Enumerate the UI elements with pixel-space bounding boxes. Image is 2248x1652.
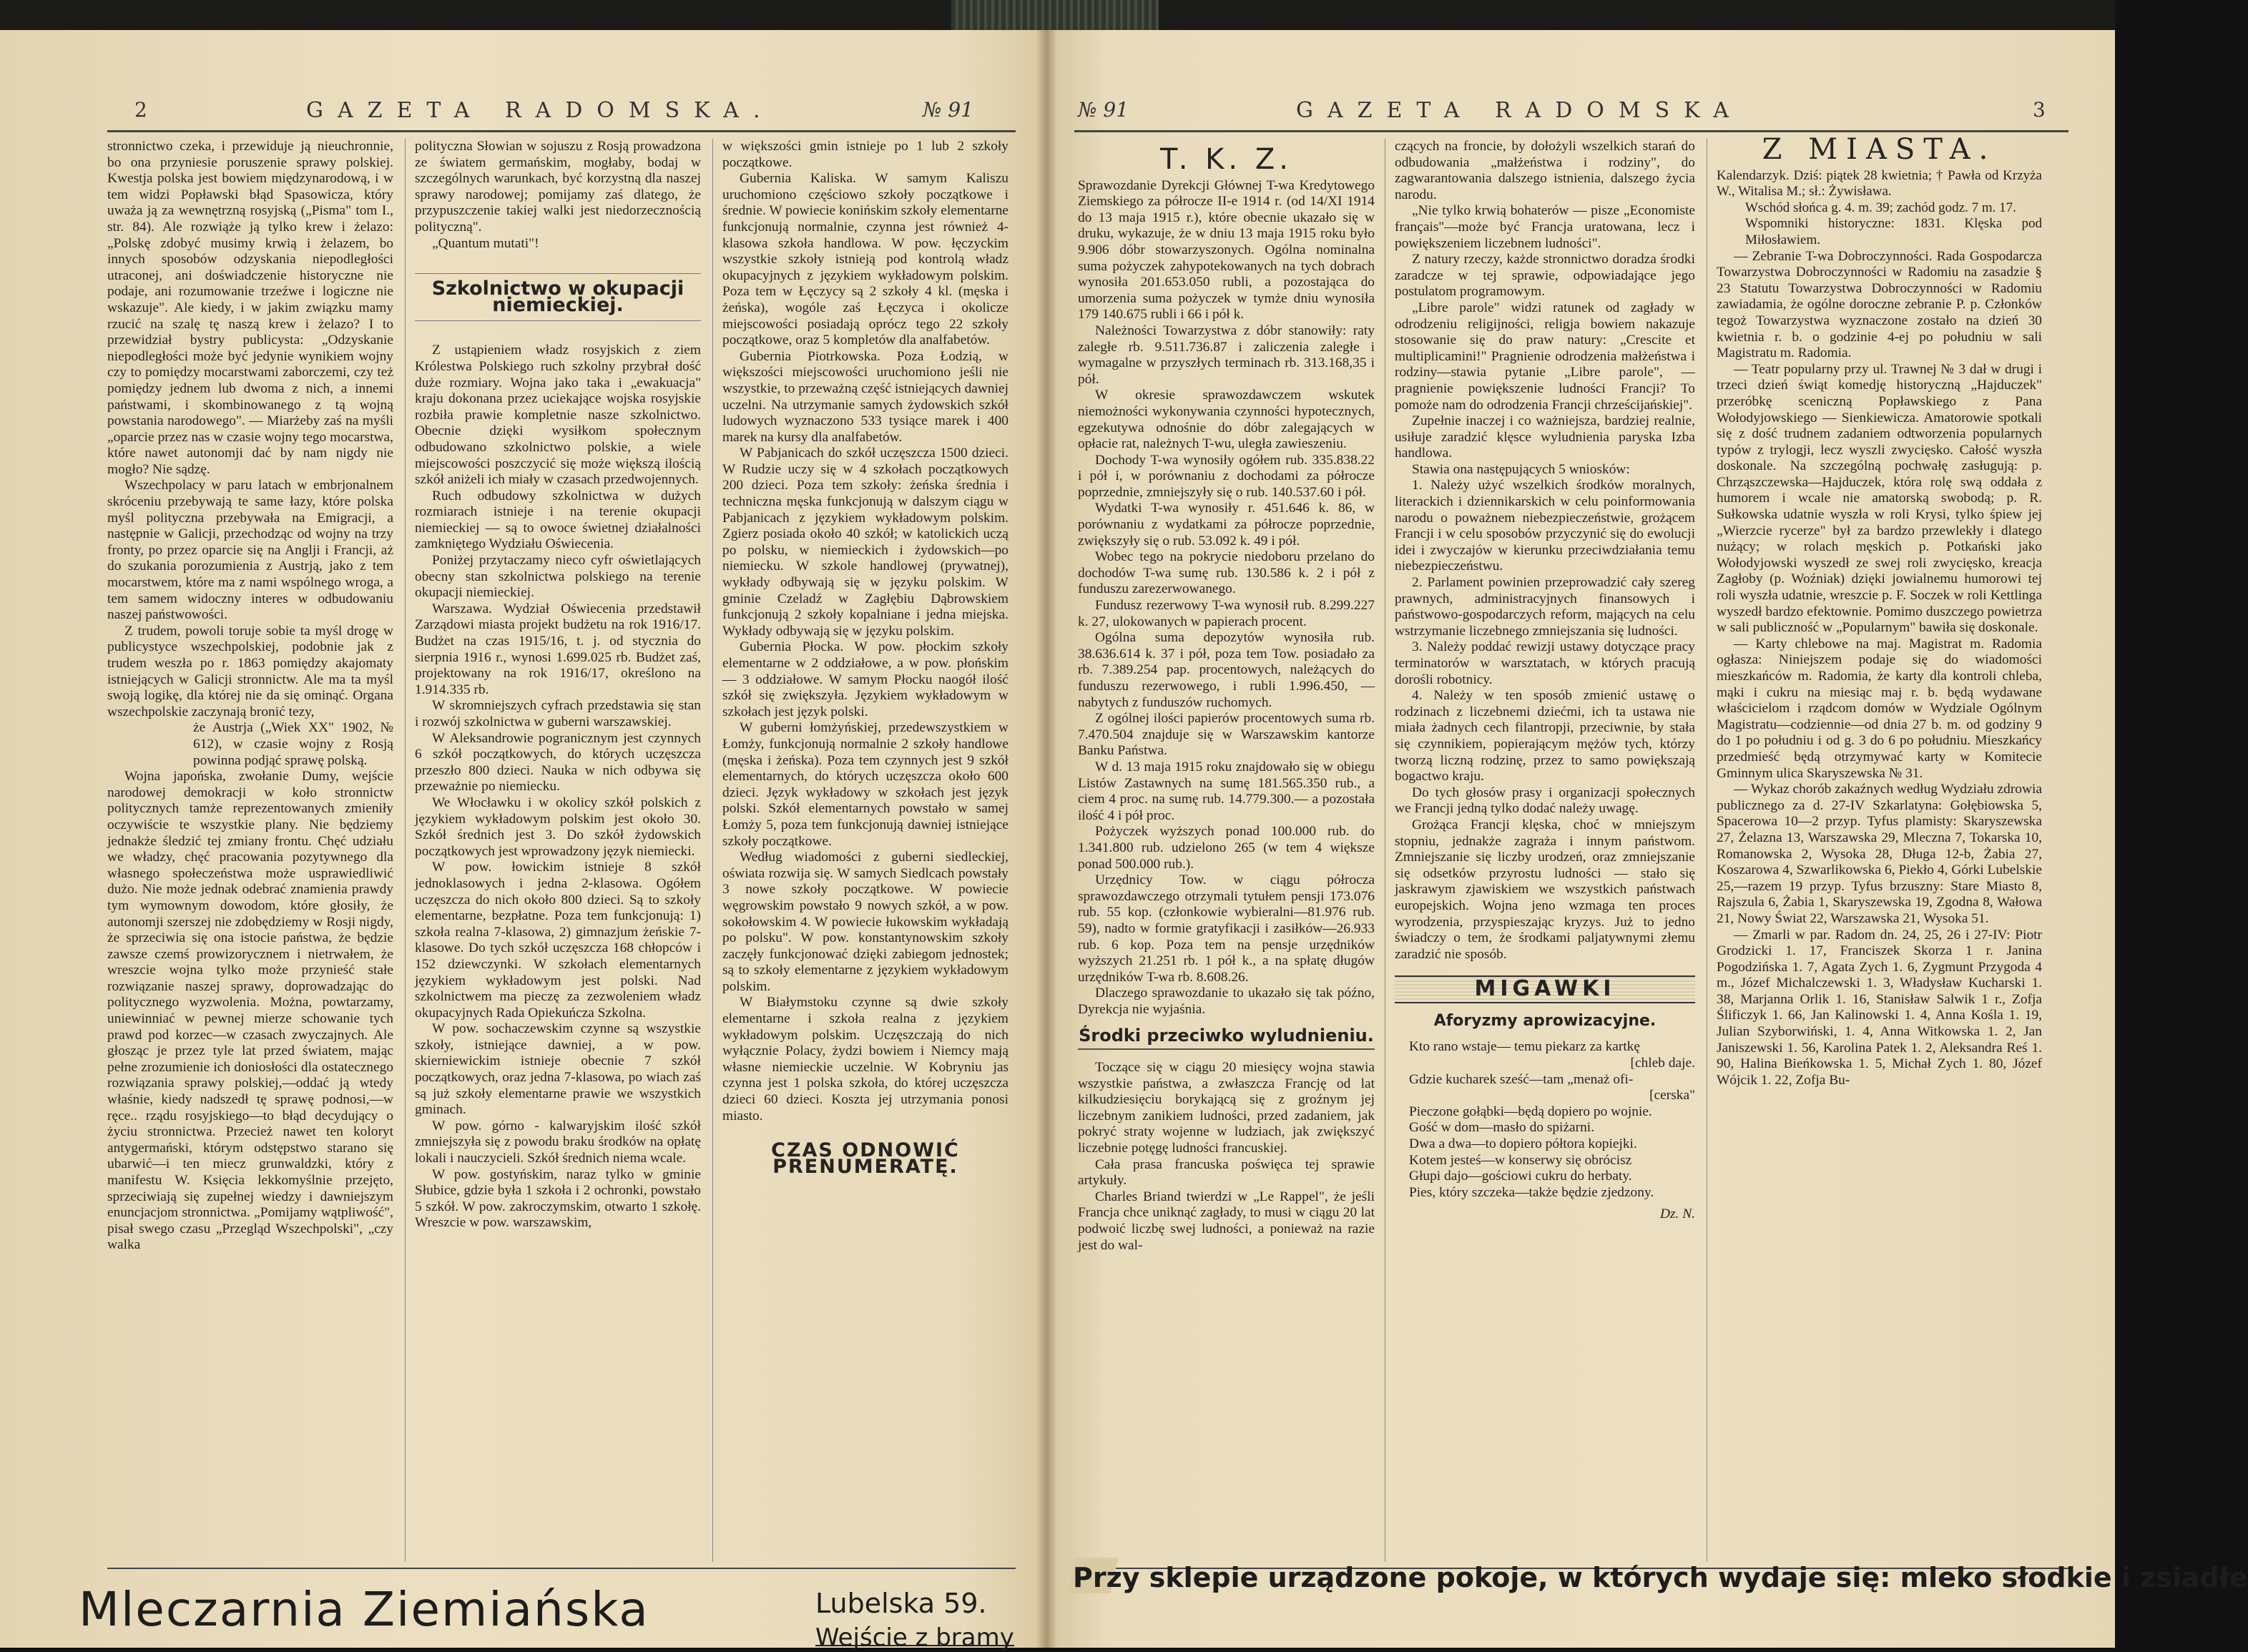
header-rule bbox=[107, 130, 1016, 132]
calendar-entry: Wschód słońca g. 4. m. 39; zachód godz. 7 m. 17. bbox=[1745, 200, 2016, 215]
poem-line: Pies, który szczeka—także będzie zjedzony. bbox=[1409, 1184, 1654, 1200]
subscription-notice: CZAS ODNOWIĆ PRENUMERATĘ. bbox=[771, 1139, 960, 1178]
paragraph: Ruch odbudowy szkolnictwa w dużych rozmiarach istnieje i na terenie okupacji niemieckiej — są to owoce świetnej działalności zamkniętego Wydziału Oświecenia. bbox=[415, 488, 701, 552]
header-rule bbox=[1074, 130, 2068, 132]
poem-line: [chleb daje. bbox=[1630, 1056, 1695, 1071]
poem-line: Głupi dajo—gościowi cukru do herbaty. bbox=[1409, 1169, 1632, 1184]
paragraph: Charles Briand twierdzi w „Le Rappel", że jeśli Francja chce uniknąć zagłady, to musi w ciągu 20 lat podwoić liczbę swej ludności, a ponieważ na razie jest do wal- bbox=[1078, 1189, 1375, 1253]
section-subheadline: Aforyzmy aprowizacyjne. bbox=[1433, 1011, 1656, 1030]
masthead: GAZETA RADOMSKA. bbox=[306, 98, 775, 123]
paragraph: Pożyczek wyższych ponad 100.000 rub. do 1.341.800 rub. udzielono 265 (w tem 4 większe ponad 500.000 rub.). bbox=[1078, 824, 1375, 872]
ad-dairy-name: Mleczarnia Ziemiańska bbox=[79, 1582, 649, 1637]
right-page bbox=[1046, 30, 2115, 1648]
paragraph: Ogólna suma depozytów wynosiła rub. 38.636.614 k. 37 i pół, poza tem Tow. posiadało za rb. 7.389.254 pap. procentowych, należących do funduszu rezerwowego, i rubli 1.996.450, — nabytych z funduszów ruchomych. bbox=[1078, 630, 1375, 710]
paragraph: 4. Należy w ten sposób zmienić ustawę o rodzinach z liczebnemi dziećmi, ich ta ustawa nie miała żadnych cech filantropji, przeciwnie, by stała się czynnikiem, popierającym mężów tych, którzy tworzą liczną rodzinę, przez to samo powiększają bogactwo kraju. bbox=[1395, 688, 1695, 785]
article-column-2 bbox=[1395, 139, 1695, 1562]
paragraph: We Włocławku i w okolicy szkół polskich z językiem wykładowym polskim jest około 30. Szkół średnich jest 3. Do szkół żydowskich początkowych jest wprowadzony język niemiecki. bbox=[415, 795, 701, 859]
paragraph: Gubernia Płocka. W pow. płockim szkoły elementarne w 2 oddziałowe, a w pow. płońskim — 3 oddziałowe. W samym Płocku naogół ilość szkół się zwiększyła. Językiem wykładowym w szkołach jest język polski. bbox=[722, 639, 1008, 719]
paragraph: W guberni łomżyńskiej, przedewszystkiem w Łomży, funkcjonują normalnie 2 szkoły handlowe (męska i żeńska). Poza tem czynnych jest 9 szkół elementarnych, do których uczęszcza około 600 dzieci. Język wykładowy w szkołach jest język polski. Szkół elementarnych powstało w samej Łomży 5, poza tem funkcjonują dawniej istniejące szkoły początkowe. bbox=[722, 720, 1008, 849]
poem-line: Gdzie kucharek sześć—tam „menaż ofi- bbox=[1409, 1071, 1634, 1087]
paragraph: W Pabjanicach do szkół uczęszcza 1500 dzieci. W Rudzie uczy się w 4 szkołach początkowych 200 dzieci. Poza tem szkoły: żeńska średnia i techniczna męska funkcjonują w dalszym ciągu w Pabjanicach z językiem wykładowym polskim. Zgierz posiada około 40 szkół; w katolickich uczą po polsku, w niemieckich i żydowskich—po niemiecku. W szkole handlowej (prywatnej), wykłady odbywają się w języku polskim. W gminie Czeladź w Zagłębiu Dąbrowskiem funkcjonują 2 szkoły kopalniane i jedna miejska. Wykłady odbywają się w języku polskim. bbox=[722, 446, 1008, 639]
article-headline: Środki przeciwko wyludnieniu. bbox=[1078, 1028, 1375, 1050]
article-headline: Szkolnictwo w okupacji niemieckiej. bbox=[415, 273, 701, 321]
paragraph: Wszechpolacy w paru latach w embrjonalnem skróceniu przebywają te same łazy, które polska myśl polityczna przebywała na Emigracji, a następnie w Galicji, przechodząc od wojny na trzy fronty, po przez oparcie się na Anglji i Francji, aż do szukania porozumienia z Austrją, jako z tem mocarstwem, które ma z nami wspólnego wroga, a tem samem widoczny interes w odbudowaniu naszej państwowości. bbox=[107, 478, 393, 623]
paragraph: Cała prasa francuska poświęca tej sprawie artykuły. bbox=[1078, 1156, 1375, 1189]
ad-dairy-address: Lubelska 59. bbox=[815, 1588, 987, 1619]
paragraph: Zupełnie inaczej i co ważniejsza, bardziej realnie, usiłuje zaradzić klęsce wyludnienia paryska Izba handlowa. bbox=[1395, 413, 1695, 461]
paragraph: Warszawa. Wydział Oświecenia przedstawił Zarządowi miasta projekt budżetu na rok 1916/17. Budżet na czas 1915/16, t. j. od stycznia do sierpnia 1916 r., wynosi 1.699.025 rb. Budżet zaś, projektowany na rok 1916/17, określono na 1.914.335 rb. bbox=[415, 601, 701, 697]
column-divider bbox=[405, 139, 406, 1562]
paragraph: W pow. gostyńskim, naraz tylko w gminie Słubice, gdzie była 1 szkoła i 2 ochronki, powstało 5 szkół. W pow. zakroczymskim, otwarto 1 szkołę. Wreszcie w pow. warszawskim, bbox=[415, 1166, 701, 1231]
article-column-3 bbox=[1717, 133, 2042, 1562]
paragraph: 2. Parlament powinien przeprowadzić cały szereg prawnych, administracyjnych finansowych i państwowo-gospodarczych reform, mających na celu wstrzymanie liczebnego zmniejszania się ludności. bbox=[1395, 575, 1695, 639]
paragraph: 3. Należy poddać rewizji ustawy dotyczące pracy terminatorów w warsztatach, w których pracują dorośli robotnicy. bbox=[1395, 639, 1695, 687]
calendar-entry: Wspomniki historyczne: 1831. Klęska pod Miłosławiem. bbox=[1745, 216, 2042, 247]
migawki-banner: MIGAWKI bbox=[1395, 975, 1695, 1003]
paragraph: „Quantum mutati"! bbox=[432, 235, 539, 251]
paragraph: — Zebranie T-wa Dobroczynności. Rada Gospodarcza Towarzystwa Dobroczynności w Radomiu na zasadzie § 23 Statutu Towarzystwa Dobroczynności w Radomiu zawiadamia, że ogólne doroczne zebranie P. p. Członków tegoż Towarzystwa wyznaczone zostało na dzień 30 kwietnia r. b. o godzinie 4-ej po południu w sali Magistratu m. Radomia. bbox=[1717, 248, 2042, 361]
paragraph: Urzędnicy Tow. w ciągu półrocza sprawozdawczego otrzymali tytułem pensji 173.076 rub. 55 kop. (członkowie wybieralni—81.976 rub. 59), nadto w formie gratyfikacji i zasiłków—26.933 rub. 6 kop. Poza tem na pensje urzędników wyższych 21.251 rb. 1 pół k., a na spłatę długów urzędników T-wa rb. 8.608.26. bbox=[1078, 872, 1375, 985]
paragraph: Do tych głosów prasy i organizacji społecznych we Francji jedną tylko dodać należy uwagę. bbox=[1395, 785, 1695, 817]
paragraph: W d. 13 maja 1915 roku znajdowało się w obiegu Listów Zastawnych na sumę 181.565.350 rub., a ciem 4 proc. na sumę rub. 14.779.300.— a pozostała ilość 4 i pół proc. bbox=[1078, 759, 1375, 823]
poem-line: Pieczone gołąbki—będą dopiero po wojnie. bbox=[1409, 1103, 1652, 1119]
article-column-2 bbox=[415, 139, 701, 1562]
paragraph: że Austrja („Wiek XX" 1902, № 612), w czasie wojny z Rosją powinna podjąć sprawę polską. bbox=[193, 720, 393, 768]
paragraph: Grożąca Francji klęska, choć w mniejszym stopniu, jednakże zagraża i innym państwom. Zmniejszanie się liczby urodzeń, oraz zmniejszanie się odsetków przyrostu ludności — stało się jaskrawym zjawiskiem we wszystkich państwach europejskich. Wojna jeno wzmaga ten proces wyrodzenia, przyspieszając kryzys. Już to jedno świadczy o tem, że środkami paljatywnymi złemu zaradzić nie sposób. bbox=[1395, 817, 1695, 962]
ad-dairy-entrance: Wejście z bramy bbox=[815, 1623, 1014, 1652]
article-column-1 bbox=[1078, 139, 1375, 1562]
page-number: 3 bbox=[2033, 98, 2046, 122]
paragraph: Gubernia Piotrkowska. Poza Łodzią, w większości miejscowości uruchomiono jeśli nie wszystkie, to przeważną część istniejących dawniej uczelni. Na utrzymanie samych żydowskich szkół ludowych wyznaczono 533 tysiące marek i 400 marek na kursy dla analfabetów. bbox=[722, 348, 1008, 445]
paragraph: Dochody T-wa wynosiły ogółem rub. 335.838.22 i pół i, w porównaniu z dochodami za półrocze poprzednie, zmniejszyły się o rub. 140.537.60 i pół. bbox=[1078, 452, 1375, 500]
paragraph: polityczna Słowian w sojuszu z Rosją prowadzona ze światem germańskim, mogłaby, bodaj w szczególnych warunkach, być korzystną dla naszej sprawy narodowej; pomijamy zaś dlatego, że przypuszczenie takiej walki jest niedorzecznością polityczną". bbox=[415, 139, 701, 235]
poem-line: Kotem jesteś—w konserwy się obrócisz bbox=[1409, 1152, 1632, 1168]
poem-line: Gość w dom—masło do spiżarni. bbox=[1409, 1120, 1595, 1136]
paragraph: W pow. sochaczewskim czynne są wszystkie szkoły, istniejące dawniej, a w pow. skierniewickim istnieje obecnie 7 szkół początkowych, oraz jedna 7-klasowa, po wiach zaś są już szkoły elementarne prawie we wszystkich gminach. bbox=[415, 1021, 701, 1118]
poem-line: Dwa a dwa—to dopiero półtora kopiejki. bbox=[1409, 1136, 1637, 1152]
footer-rule bbox=[107, 1568, 1016, 1569]
paragraph: Fundusz rezerwowy T-wa wynosił rub. 8.299.227 k. 27, ulokowanych w papierach procent. bbox=[1078, 598, 1375, 629]
issue-number: № 91 bbox=[1078, 98, 1129, 122]
paragraph: W Białymstoku czynne są dwie szkoły elementarne i szkoła realna z językiem wykładowym polskim. Uczęszczają do nich wyłącznie Polacy, żydzi bowiem i Niemcy mają własne niemieckie uczelnie. W Kobryniu jas czynna jest 1 polska szkoła, do której uczęszcza dzieci 60 dzieci. Koszta jej utrzymania ponosi miasto. bbox=[722, 995, 1008, 1124]
paragraph: Z ustąpieniem władz rosyjskich z ziem Królestwa Polskiego ruch szkolny przybrał dość duże rozmiary. Wojna jako taka i „ewakuacja" kraju dokonana przez uciekające wojska rosyjskie rozbiła prawie kompletnie nasze szkolnictwo. Obecnie dzięki wysiłkom społecznym odbudowano szkolnictwo polskie, a wiele miejscowości poszczycić się może większą ilością szkół aniżeli ich miały w czasach przedwojennych. bbox=[415, 343, 701, 488]
poem-line: Kto rano wstaje— temu piekarz za kartkę bbox=[1409, 1039, 1641, 1055]
paragraph: Stawia ona następujących 5 wniosków: bbox=[1412, 461, 1630, 477]
paragraph: Poniżej przytaczamy nieco cyfr oświetlających obecny stan szkolnictwa polskiego na terenie okupacji niemieckiej. bbox=[415, 553, 701, 601]
paragraph: W skromniejszych cyfrach przedstawia się stan i rozwój szkolnictwa w guberni warszawskiej. bbox=[415, 698, 701, 729]
paragraph: „Nie tylko krwią bohaterów — pisze „Economiste français"—może być Francja uratowana, lecz i powiększeniem liczebnem ludności". bbox=[1395, 203, 1695, 251]
left-page bbox=[0, 30, 1046, 1652]
paragraph: Dlaczego sprawozdanie to ukazało się tak późno, Dyrekcja nie wyjaśnia. bbox=[1078, 985, 1375, 1017]
column-divider bbox=[712, 139, 713, 1562]
paragraph: — Zmarli w par. Radom dn. 24, 25, 26 i 27-IV: Piotr Grodzicki 1. 17, Franciszek Skorza 1 r. Janina Pogodzińska 1. 7, Agata Zych 1. 6, Zygmunt Przygoda 4 m., Józef Michalczewski 1. 3, Władysław Kucharski 1. 38, Marjanna Orlik 1. 16, Stanisław Salwik 1 r., Zofja Ślificzyk 1. 66, Jan Kalinowski 1. 4, Anna Kośla 1. 19, Julian Szyborwiński, 1. 4, Anna Witkowska 1. 2, Jan Janiszewski 1. 56, Karolina Patek 1. 2, Aleksandra Reś 1. 90, Halina Bieńkowska 1. 5, Michał Zych 1. 80, Józef Wójcik 1. 22, Zofja Bu- bbox=[1717, 927, 2042, 1088]
lead-paragraph: Sprawozdanie Dyrekcji Głównej T-wa Kredytowego Ziemskiego za półrocze II-e 1914 r. (od 14/XI 1914 do 13 maja 1915 r.), które obecnie ukazało się w druku, wykazuje, że w dniu 13 maja 1915 roku było 9.906 dóbr stowarzyszonych. Ogólna nominalna suma pożyczek zahypotekowanych na tych dobrach wynosiła 201.653.050 rubli, a pozostająca do umorzenia suma pożyczek w tymże dniu wynosiła 179 140.675 rubli i 66 i pół k. bbox=[1078, 177, 1375, 323]
paragraph: Należności Towarzystwa z dóbr stanowiły: raty zaległe rb. 9.511.736.87 i zaliczenia zaległe i wymagalne w przyszłych terminach rb. 313.168,35 i pół. bbox=[1078, 323, 1375, 387]
paragraph: W pow. górno - kalwaryjskim ilość szkół zmniejszyła się z powodu braku środków na opłatę lokali i nauczycieli. Szkół średnich niema wcale. bbox=[415, 1118, 701, 1166]
section-headline: Z MIASTA. bbox=[1762, 133, 1997, 166]
paragraph: Z ogólnej ilości papierów procentowych suma rb. 7.470.504 znajduje się w Warszawskim kantorze Banku Państwa. bbox=[1078, 711, 1375, 759]
author-signature: Dz. N. bbox=[1659, 1206, 1695, 1222]
paragraph: stronnictwo czeka, i przewiduje ją nieuchronnie, bo ona przyniesie poruszenie sprawy polskiej. Kwestja polska jest bowiem międzynarodową, i w tem widzi Popławski błąd Spasowicza, który uważa ją za wewnętrzną rosyjską („Pisma" tom I., str. 84). Ale rozwiąże ją tylko krew i żelazo: „Polskę zdobyć musimy krwią i żelazem, bo innych sposobów odzyskania niepodległości utraconej, ani doświadczenie historyczne nie podaje, ani rozumowanie trzeźwe i logiczne nie wskazuje". Ale kiedy, i w jakim związku mamy rzucić na szalę tę naszą krew i żelazo? I to przewidział bystry publicysta: „Odzyskanie niepodległości może być jedynie wynikiem wojny czy to pomiędzy mocarstwami zaborczemi, czy też pomiędzy jednem lub dwoma z nich, a innemi państwami, i skombinowanego z tą wojną powstania narodowego". — Miarżeby zaś na myśli „oparcie przez nas w czasie wojny tego mocarstwa, które nawet autonomji dać by nam nigdy nie mogło? Nie sądzę. bbox=[107, 139, 393, 477]
paragraph: — Teatr popularny przy ul. Trawnej № 3 dał w drugi i trzeci dzień świąt komedję historyczną „Hajduczek" przeróbkę sceniczną Popławskiego z Pana Wołodyjowskiego — Sienkiewicza. Amatorowie spotkali się z dość trudnem zadaniem odtworzenia popularnych typów z trylogji, lecz wyszli zwycięsko. Całość wyszła doskonale. Na szczególną pochwałę zasługują: p. Chrząszczewska—Hajduczek, która rolę swą oddała z humorem i wcale nie amatorską swobodą; p. R. Sułkowska udatnie wyszła w roli Krysi, tylko śpiew jej „Wierzcie rycerze" był za bardzo przewlekły i dlatego nużący; w rolach męskich p. Potkański jako Wołodyjowski wyszedł ze swej roli zwycięsko, kreacja Zagłoby (p. Woźniak) dzięki jowialnemu humorowi tej roli wyszła udatnie, wreszcie p. F. Soczek w roli Kettlinga wyszedł bardzo efektownie. Pomimo duszczego powietrza w sali publiczność w „Popularnym" bawiła się doskonale. bbox=[1717, 361, 2042, 636]
poem-line: [cerska" bbox=[1649, 1088, 1695, 1103]
page-number: 2 bbox=[134, 98, 147, 122]
paragraph: W pow. łowickim istnieje 8 szkół jednoklasowych i jedna 2-klasowa. Ogółem uczęszcza do nich około 800 dzieci. Są to szkoły elementarne, bezpłatne. Poza tem funkcjonują: 1) szkoła realna 7-klasowa, 2) gimnazjum żeńskie 7-klasowe. Do tych szkół uczęszcza 168 chłopców i 152 dziewczynki. W szkołach elementarnych językiem wykładowym jest polski. Nad szkolnictwem ma pieczę za zezwoleniem władz okupacyjnych Rada Opiekuńcza Szkolna. bbox=[415, 860, 701, 1021]
section-headline: T. K. Z. bbox=[1160, 143, 1292, 176]
ad-shop-notice: Przy sklepie urządzone pokoje, w których wydaje się: mleko słodkie i zsiadłe bbox=[1073, 1562, 2248, 1593]
paragraph: Gubernia Kaliska. W samym Kaliszu uruchomiono częściowo szkoły początkowe i średnie. W powiecie konińskim szkoły elementarne funkcjonują normalnie, czynna jest również 4-klasowa szkoła handlowa. W pow. łęczyckim wszystkie szkoły istnieją pod kontrolą władz okupacyjnych z językiem wykładowym polskim. Poza tem w Łęczycy są 2 szkoły 4 kl. (męska i żeńska), wogóle zaś Łęczyca i okolicze miejscowości posiadają oprócz tego 22 szkoły początkowe, oraz 5 kompletów dla analfabetów. bbox=[722, 171, 1008, 348]
article-column-3 bbox=[722, 139, 1008, 1562]
paragraph: Według wiadomości z guberni siedleckiej, oświata rozwija się. W samych Siedlcach powstały 3 nowe szkoły początkowe. W powiecie węgrowskim powstało 9 nowych szkół, a w pow. sokołowskim 4. W powiecie łukowskim wykładają po polsku". W pow. konstantynowskim szkoły zaczęły funkcjonować dzięki zabiegom jednostek; są to szkoły elementarne z językiem wykładowym polskim. bbox=[722, 850, 1008, 994]
paragraph: Toczące się w ciągu 20 miesięcy wojna stawia wszystkie państwa, a zwłaszcza Francję od lat kilkudziesięciu borykającą się z groźnym jej liczebnym zanikiem ludności, przed zadaniem, jak pokryć straty wojenne w ludziach, jak zwiększyć liczebnie potęgę ludności francuskiej. bbox=[1078, 1060, 1375, 1156]
paragraph: Wobec tego na pokrycie niedoboru przelano do dochodów T-wa sumę rub. 130.586 k. 2 i pół z funduszu zarezerwowanego. bbox=[1078, 549, 1375, 597]
paragraph: Z trudem, powoli toruje sobie ta myśl drogę w publicystyce wszechpolskiej, podobnie jak z trudem weszła po r. 1863 pomiędzy akajomaty istniejących w Galicji stronnictw. Ale ma ta myśl swoją logikę, dla której nie da się ominąć. Organa wszechpolskie zaczynają bronić tezy, bbox=[107, 623, 393, 719]
paragraph: — Wykaz chorób zakaźnych według Wydziału zdrowia publicznego za d. 27-IV Szkarlatyna: Gołębiowska 5, Spacerowa 10—2 przyp. Tyfus plamisty: Skaryszewska 27, Żelazna 13, Warszawska 29, Mleczna 7, Tokarska 10, Romanowska 2, Wysoka 28, Długa 12-b, Żabia 27, Koszarowa 4, Szwarlikowska 6, Piekło 4, Górki Lubelskie 25,—razem 19 przyp. Tyfus brzuszny: Stare Miasto 8, Rajszula 6, Żabia 1, Skaryszewska 19, Zgodna 8, Wałowa 21, Nowy Świat 22, Warszawska 21, Wysoka 51. bbox=[1717, 782, 2042, 926]
calendar-entry: Kalendarzyk. Dziś: piątek 28 kwietnia; † Pawła od Krzyża W., Witalisa M.; sł.: Żywisława. bbox=[1717, 167, 2042, 200]
paragraph: Wojna japońska, zwołanie Dumy, wejście narodowej demokracji w koło stronnictw politycznych tamże reprezentowanych zmieniły oczywiście te wszystkie plany. Nie będziemy jednakże śledzić tej zmiany frontu. Chęć udziału we władzy, chęć pracowania pozytywnego dla własnego społeczeństwa może usprawiedliwić dużo. Nie może jednak odebrać znamienia prawdy tym wymownym dowodom, które głosiły, że autonomji szerszej nie zdobędziemy w Rosji nigdy, że sprzeciwia się ona istocie państwa, że będzie zawsze czemś prowizorycznem i nietrwałem, że wreszcie wojna tylko może przynieść stałe rozwiązanie naszej sprawy, doprowadzając do politycznego wyzwolenia. Można, powtarzamy, uniewinniać w pewnej mierze schowanie tych prawd pod korzec—w czasach zwyczajnych. Ale głosząc je przez tyle lat przed światem, mając pełne zrozumienie ich doniosłości dla ostatecznego rozwiązania sprawy polskiej,—oddać ją wtedy właśnie, kiedy nadszedł tę sprawę podnosi,—w ręce.. rządu rosyjskiego—to błąd decydujący o życiu stronnictwa. Przecież nawet ten koloryt antygermański, którym odstępstwo starano się ubarwić—i ten miecz grunwaldzki, który z manifestu W. Księcia lekkomyślnie przejęto, sprzeciwiają się zupełnej wiedzy i dawniejszym enuncjacjom stronnictwa. „Pomijamy wątpliwość", pisał swego czasu „Przegląd Wszechpolski", „czy walka bbox=[107, 769, 393, 1253]
paragraph: — Karty chlebowe na maj. Magistrat m. Radomia ogłasza: Niniejszem podaje się do wiadomości mieszkańców m. Radomia, że karty dla kontroli chleba, mąki i cukru na miesiąc maj r. b. będą wydawane właścicielom i rządcom domów w Wydziale Ogólnym Magistratu—codziennie—od dnia 27 b. m. od godziny 9 do 1 po południu i od g. 3 do 6 po południu. Mieszkańcy przedmieść będą otrzymywać karty w Komitecie Gminnym ulica Skaryszewska № 31. bbox=[1717, 636, 2042, 781]
masthead: GAZETA RADOMSKA bbox=[1296, 98, 1743, 123]
issue-number: № 91 bbox=[923, 98, 974, 122]
paragraph: „Libre parole" widzi ratunek od zagłady w odrodzeniu religijności, religja bowiem nakazuje stosowanie się do praw natury: „Crescite et multiplicamini!" Pragnienie odrodzenia małżeństwa i rodziny—stawia pytanie „Libre parole", — pragnienie powiększenie ludności Francji? To pomoże nam do odrodzenia Francji chrześcijańskiej". bbox=[1395, 300, 1695, 413]
article-column-1 bbox=[107, 139, 393, 1562]
paragraph: Z natury rzeczy, każde stronnictwo doradza środki zaradcze w tej sprawie, odpowiadające jego postulatom programowym. bbox=[1395, 252, 1695, 300]
paragraph: Wydatki T-wa wynosiły r. 451.646 k. 86, w porównaniu z wydatkami za półrocze poprzednie, zwiększyły się o rub. 53.092 k. 49 i pół. bbox=[1078, 501, 1375, 549]
paragraph: w większości gmin istnieje po 1 lub 2 szkoły początkowe. bbox=[722, 139, 1008, 170]
paragraph: W okresie sprawozdawczem wskutek niemożności wykonywania czynności hypotecznych, egzekutywa odnośnie do dóbr zalegających w opłacie rat, należnych T-wu, uległa zawieszeniu. bbox=[1078, 388, 1375, 452]
page-gutter bbox=[1036, 30, 1057, 1648]
paragraph: W Aleksandrowie pogranicznym jest czynnych 6 szkół początkowych, do których uczęszcza przeszło 800 dzieci. Nauka w nich odbywa się przeważnie po niemiecku. bbox=[415, 730, 701, 795]
paragraph: czących na froncie, by dołożyli wszelkich starań do odbudowania „małżeństwa i rodziny", do zagwarantowania dalszego istnienia, dalszego życia narodu. bbox=[1395, 139, 1695, 202]
paragraph: 1. Należy użyć wszelkich środków moralnych, literackich i dziennikarskich w celu poinformowania narodu o poważnem niebezpieczeństwie, grożącem Francji i w celu sposobów przyczynić się do ewolucji idei i zwyczajów w kierunku przeciwdziałania temu niebezpieczeństwu. bbox=[1395, 478, 1695, 574]
